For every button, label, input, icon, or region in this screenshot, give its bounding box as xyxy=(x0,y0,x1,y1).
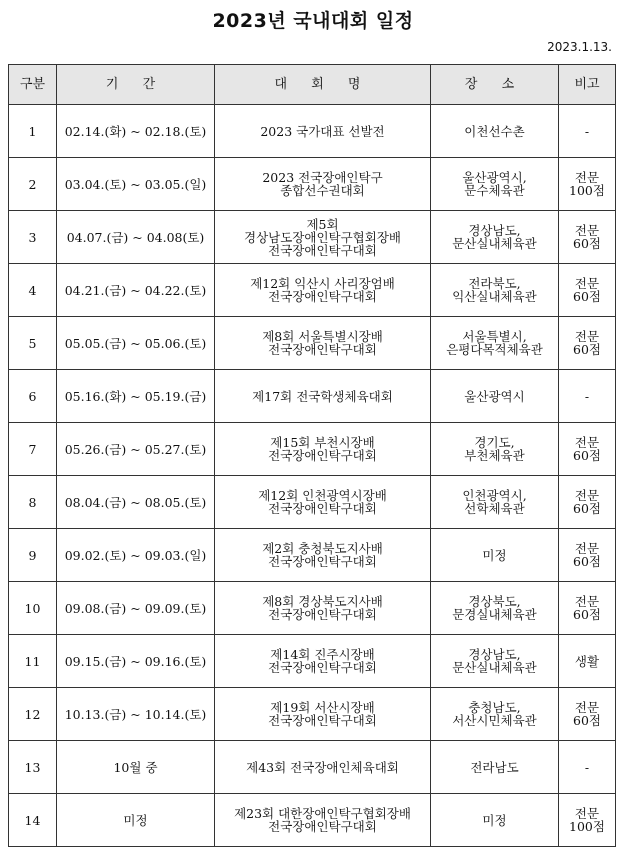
cell-event-name-text: 제2회 충청북도지사배 전국장애인탁구대회 xyxy=(262,541,383,569)
cell-place-text: 경상남도, 문산실내체육관 xyxy=(452,223,537,251)
cell-place-text: 전라남도 xyxy=(470,759,519,775)
cell-note xyxy=(559,211,616,264)
table-row xyxy=(9,158,616,211)
cell-period xyxy=(57,423,215,476)
cell-place xyxy=(431,317,559,370)
cell-place-text: 경기도, 부천체육관 xyxy=(464,435,525,463)
cell-period-text: 10.13.(금) ~ 10.14.(토) xyxy=(64,706,207,722)
cell-place-text: 충청남도, 서산시민체육관 xyxy=(452,700,537,728)
cell-place xyxy=(431,158,559,211)
cell-event-name-text: 제23회 대한장애인탁구협회장배 전국장애인탁구대회 xyxy=(234,806,411,834)
table-row xyxy=(9,423,616,476)
cell-note xyxy=(559,158,616,211)
cell-period-text: 09.08.(금) ~ 09.09.(토) xyxy=(64,600,207,616)
cell-period xyxy=(57,794,215,847)
cell-note xyxy=(559,794,616,847)
cell-no-text: 6 xyxy=(28,388,37,404)
cell-note-text: 전문 100점 xyxy=(569,806,605,834)
cell-period xyxy=(57,529,215,582)
table-row xyxy=(9,317,616,370)
cell-note xyxy=(559,105,616,158)
cell-note-text: 전문 60점 xyxy=(573,435,601,463)
document-date: 2023.1.13. xyxy=(547,40,612,54)
cell-no xyxy=(9,370,57,423)
table-header-row xyxy=(9,65,616,105)
cell-event-name xyxy=(215,741,431,794)
cell-place xyxy=(431,688,559,741)
cell-no-text: 1 xyxy=(28,123,37,139)
cell-event-name xyxy=(215,688,431,741)
cell-note-text: 전문 60점 xyxy=(573,276,601,304)
cell-event-name xyxy=(215,635,431,688)
cell-note xyxy=(559,476,616,529)
cell-no xyxy=(9,264,57,317)
cell-no xyxy=(9,741,57,794)
header-note: 비고 xyxy=(559,65,616,105)
cell-event-name xyxy=(215,264,431,317)
cell-period-text: 10월 중 xyxy=(113,759,158,775)
table-row xyxy=(9,211,616,264)
cell-period xyxy=(57,688,215,741)
cell-no xyxy=(9,582,57,635)
cell-no xyxy=(9,211,57,264)
cell-place-text: 경상북도, 문경실내체육관 xyxy=(452,594,537,622)
cell-period-text: 09.02.(토) ~ 09.03.(일) xyxy=(64,547,207,563)
cell-no xyxy=(9,635,57,688)
cell-note xyxy=(559,688,616,741)
cell-note-text: 전문 60점 xyxy=(573,329,601,357)
cell-no-text: 11 xyxy=(24,653,41,669)
cell-place xyxy=(431,582,559,635)
header-no: 구분 xyxy=(9,65,57,105)
cell-place xyxy=(431,370,559,423)
cell-note-text: - xyxy=(584,759,590,775)
cell-no-text: 14 xyxy=(24,812,41,828)
cell-place xyxy=(431,529,559,582)
cell-period xyxy=(57,582,215,635)
cell-event-name xyxy=(215,476,431,529)
cell-place-text: 울산광역시 xyxy=(464,388,525,404)
cell-event-name xyxy=(215,211,431,264)
cell-no xyxy=(9,158,57,211)
table-row xyxy=(9,794,616,847)
cell-place-text: 이천선수촌 xyxy=(464,123,525,139)
table-row xyxy=(9,582,616,635)
cell-event-name xyxy=(215,423,431,476)
cell-no xyxy=(9,476,57,529)
cell-event-name-text: 제19회 서산시장배 전국장애인탁구대회 xyxy=(268,700,377,728)
header-place: 장 소 xyxy=(431,65,559,105)
cell-no-text: 9 xyxy=(28,547,37,563)
cell-note-text: 전문 60점 xyxy=(573,541,601,569)
header-period: 기 간 xyxy=(57,65,215,105)
cell-period-text: 03.04.(토) ~ 03.05.(일) xyxy=(64,176,207,192)
cell-period xyxy=(57,370,215,423)
cell-note-text: 전문 60점 xyxy=(573,488,601,516)
cell-note xyxy=(559,317,616,370)
cell-note xyxy=(559,741,616,794)
cell-place-text: 울산광역시, 문수체육관 xyxy=(462,170,527,198)
table-row xyxy=(9,370,616,423)
cell-place-text: 서울특별시, 은평다목적체육관 xyxy=(446,329,543,357)
cell-event-name-text: 제17회 전국학생체육대회 xyxy=(252,388,393,404)
cell-note xyxy=(559,423,616,476)
table-row xyxy=(9,105,616,158)
cell-note-text: 생활 xyxy=(574,653,600,669)
cell-period xyxy=(57,211,215,264)
cell-event-name-text: 제5회 경상남도장애인탁구협회장배 전국장애인탁구대회 xyxy=(244,216,401,258)
cell-no xyxy=(9,105,57,158)
cell-note-text: 전문 100점 xyxy=(569,170,605,198)
cell-no-text: 5 xyxy=(28,335,37,351)
cell-no-text: 4 xyxy=(28,282,37,298)
cell-place xyxy=(431,105,559,158)
cell-no-text: 3 xyxy=(28,229,37,245)
cell-event-name-text: 제12회 인천광역시장배 전국장애인탁구대회 xyxy=(258,488,387,516)
cell-event-name xyxy=(215,582,431,635)
table-row xyxy=(9,635,616,688)
cell-period xyxy=(57,317,215,370)
table-row xyxy=(9,476,616,529)
header-name: 대 회 명 xyxy=(215,65,431,105)
cell-period xyxy=(57,105,215,158)
cell-period xyxy=(57,158,215,211)
cell-place xyxy=(431,423,559,476)
cell-place-text: 경상남도, 문산실내체육관 xyxy=(452,647,537,675)
cell-period xyxy=(57,741,215,794)
cell-no xyxy=(9,688,57,741)
table-row xyxy=(9,529,616,582)
cell-no-text: 10 xyxy=(24,600,41,616)
cell-no xyxy=(9,794,57,847)
cell-event-name-text: 제43회 전국장애인체육대회 xyxy=(246,759,399,775)
cell-note-text: 전문 60점 xyxy=(573,223,601,251)
cell-place-text: 전라북도, 익산실내체육관 xyxy=(452,276,537,304)
schedule-table xyxy=(8,64,616,847)
cell-no xyxy=(9,317,57,370)
cell-note xyxy=(559,370,616,423)
cell-event-name xyxy=(215,794,431,847)
cell-period-text: 02.14.(화) ~ 02.18.(토) xyxy=(64,123,207,139)
cell-period-text: 08.04.(금) ~ 08.05.(토) xyxy=(64,494,207,510)
cell-place xyxy=(431,476,559,529)
cell-period xyxy=(57,635,215,688)
table-row xyxy=(9,688,616,741)
cell-event-name-text: 제15회 부천시장배 전국장애인탁구대회 xyxy=(268,435,377,463)
cell-note-text: 전문 60점 xyxy=(573,700,601,728)
cell-event-name xyxy=(215,105,431,158)
cell-event-name-text: 제8회 서울특별시장배 전국장애인탁구대회 xyxy=(262,329,383,357)
cell-place xyxy=(431,264,559,317)
table-row xyxy=(9,741,616,794)
cell-note xyxy=(559,582,616,635)
cell-note xyxy=(559,529,616,582)
cell-event-name-text: 제8회 경상북도지사배 전국장애인탁구대회 xyxy=(262,594,383,622)
cell-no xyxy=(9,529,57,582)
cell-no-text: 13 xyxy=(24,759,41,775)
cell-place-text: 미정 xyxy=(482,547,507,563)
cell-event-name-text: 2023 전국장애인탁구 종합선수권대회 xyxy=(262,170,383,198)
cell-no-text: 2 xyxy=(28,176,37,192)
cell-period-text: 05.16.(화) ~ 05.19.(금) xyxy=(64,388,207,404)
cell-event-name xyxy=(215,529,431,582)
cell-no-text: 12 xyxy=(24,706,41,722)
cell-no-text: 8 xyxy=(28,494,37,510)
cell-event-name xyxy=(215,317,431,370)
cell-event-name xyxy=(215,158,431,211)
cell-period-text: 05.26.(금) ~ 05.27.(토) xyxy=(64,441,207,457)
cell-period-text: 04.21.(금) ~ 04.22.(토) xyxy=(64,282,207,298)
cell-event-name-text: 2023 국가대표 선발전 xyxy=(260,123,385,139)
cell-period-text: 09.15.(금) ~ 09.16.(토) xyxy=(64,653,207,669)
cell-note-text: - xyxy=(584,123,590,139)
cell-place-text: 인천광역시, 선학체육관 xyxy=(462,488,527,516)
cell-no-text: 7 xyxy=(28,441,37,457)
cell-note-text: - xyxy=(584,388,590,404)
cell-event-name-text: 제14회 진주시장배 전국장애인탁구대회 xyxy=(268,647,377,675)
page-title: 2023년 국내대회 일정 xyxy=(212,10,414,32)
cell-note xyxy=(559,264,616,317)
cell-event-name xyxy=(215,370,431,423)
cell-place xyxy=(431,741,559,794)
cell-place xyxy=(431,211,559,264)
cell-period xyxy=(57,264,215,317)
cell-no xyxy=(9,423,57,476)
cell-period xyxy=(57,476,215,529)
cell-period-text: 05.05.(금) ~ 05.06.(토) xyxy=(64,335,207,351)
cell-note xyxy=(559,635,616,688)
cell-event-name-text: 제12회 익산시 사리장엄배 전국장애인탁구대회 xyxy=(250,276,395,304)
cell-place xyxy=(431,635,559,688)
cell-note-text: 전문 60점 xyxy=(573,594,601,622)
cell-place-text: 미정 xyxy=(482,812,507,828)
table-body xyxy=(9,105,616,847)
cell-period-text: 미정 xyxy=(123,812,148,828)
cell-place xyxy=(431,794,559,847)
cell-period-text: 04.07.(금) ~ 04.08(토) xyxy=(66,229,205,245)
table-row xyxy=(9,264,616,317)
